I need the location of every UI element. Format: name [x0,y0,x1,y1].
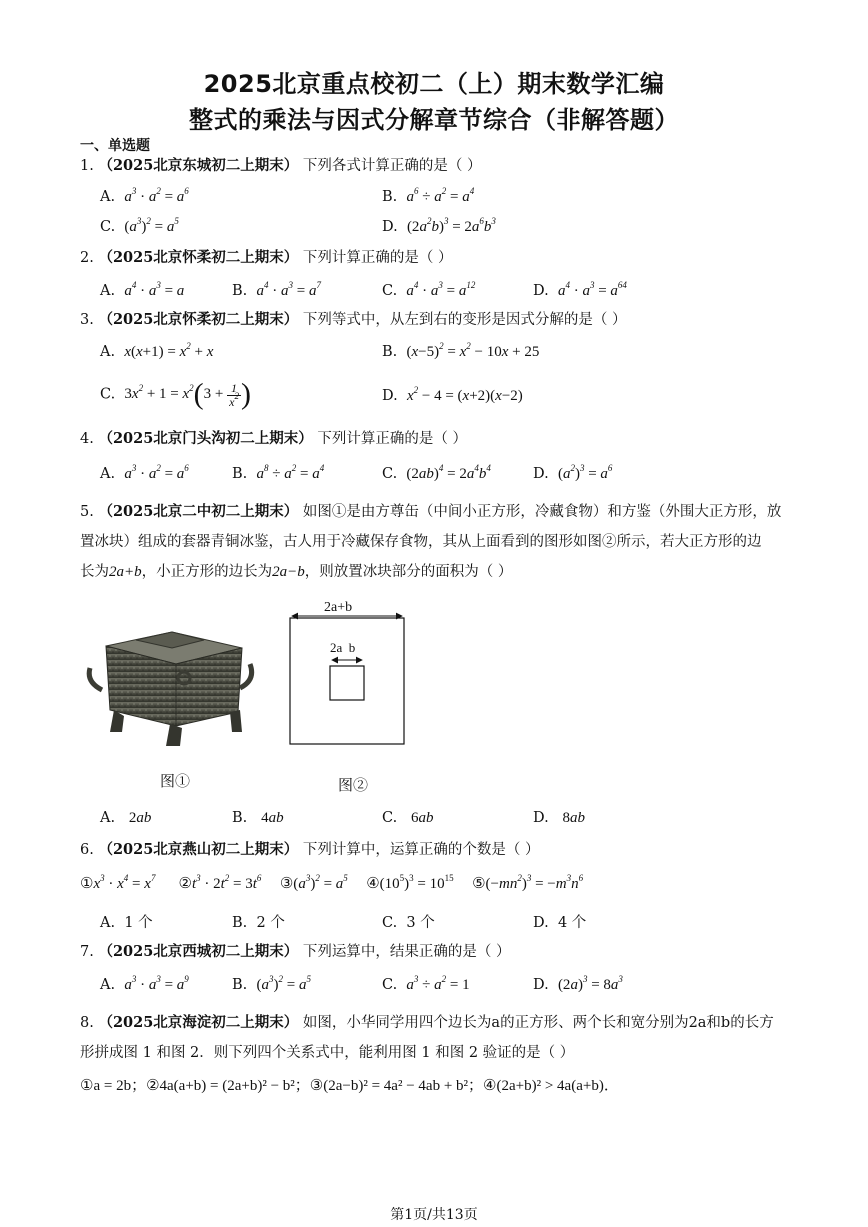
question-stem: 下列计算正确的是（ ） [302,250,453,266]
question-number: 4. [80,431,94,447]
option-7-b[interactable]: B. $(a^3)^2 = a^5$ [232,974,311,993]
page-number: 第1页/共13页 [390,1207,478,1223]
question-source: （2025北京怀柔初二上期末） [98,249,299,266]
option-4-c[interactable]: C. $(2ab)^4 = 2a^4b^4$ [382,463,491,482]
question-stem: 下列计算正确的是（ ） [317,431,468,447]
question-source: （2025北京燕山初二上期末） [98,841,299,858]
bronze-ice-chest-image [84,618,256,750]
option-5-c[interactable]: C. 6ab [382,810,434,826]
question-number: 3. [80,312,94,328]
question-1 [80,151,792,181]
option-3-a[interactable]: A. $x(x+1) = x^2 + x$ [100,341,214,360]
section-heading: 一、单选题 [80,138,150,154]
title-line-2: 整式的乘法与因式分解章节综合（非解答题） [189,106,679,134]
outer-square-label: 2a+b [324,600,353,615]
question-stem: 下列计算中，运算正确的个数是（ ） [302,842,540,858]
statement-1: $①x^3 \cdot x^4 = x^7$ [80,873,156,892]
question-6 [80,835,792,865]
question-2 [80,243,792,273]
option-6-b[interactable]: B. 2 个 [232,915,285,931]
statement-2: $②t^3 \cdot 2t^2 = 3t^6$ [178,873,262,892]
figure-2-caption: 图② [338,776,369,794]
question-stem: 下列各式计算正确的是（ ） [302,158,482,174]
option-4-b[interactable]: B. $a^8 \div a^2 = a^4$ [232,463,325,482]
question-source: （2025北京西城初二上期末） [98,943,299,960]
question-number: 6. [80,842,94,858]
option-6-d[interactable]: D. 4 个 [533,915,587,931]
option-7-a[interactable]: A. $a^3 \cdot a^3 = a^9$ [100,974,189,993]
question-number: 5. [80,504,94,520]
question-5-line2: 置冰块）组成的套器青铜冰鉴，古人用于冷藏保存食物，其从上面看到的图形如图②所示，若大正方形的边 [80,534,762,550]
question-stem: 下列运算中，结果正确的是（ ） [302,944,511,960]
question-number: 8. [80,1015,94,1031]
question-source: （2025北京怀柔初二上期末） [98,311,299,328]
square-diagram [284,596,412,748]
option-3-d[interactable]: D. $x^2 - 4 = (x+2)(x-2)$ [382,385,523,404]
option-7-c[interactable]: C. $a^3 \div a^2 = 1$ [382,974,470,993]
statement-list [80,874,583,893]
inner-square-label: 2a b [330,640,356,655]
option-5-d[interactable]: D. 8ab [533,810,586,826]
question-number: 2. [80,250,94,266]
option-4-a[interactable]: A. $a^3 \cdot a^2 = a^6$ [100,463,189,482]
question-source: （2025北京二中初二上期末） [98,503,299,520]
option-1-a[interactable]: A. $a^3 \cdot a^2 = a^6$ [100,186,189,205]
option-6-c[interactable]: C. 3 个 [382,915,435,931]
option-3-c[interactable]: C. $3x^2 + 1 = x^2(3$ + $\frac{1}{x^2}$ ) [100,378,251,411]
statement-4: $④(10^5)^3 = 10^{15}$ [366,873,454,892]
figure-1-caption: 图① [160,772,191,790]
question-7 [80,937,792,967]
option-2-c[interactable]: C. $a^4 \cdot a^3 = a^{12}$ [382,280,476,299]
option-2-d[interactable]: D. $a^4 \cdot a^3 = a^{64}$ [533,280,627,299]
statement-5: $⑤(-mn^2)^3 = -m^3n^6$ [472,873,584,892]
question-source: （2025北京门头沟初二上期末） [98,430,313,447]
option-5-b[interactable]: B. 4ab [232,810,284,826]
question-stem-line1: 如图①是由方尊缶（中间小正方形，冷藏食物）和方鉴（外围大正方形，放 [302,504,782,520]
option-3-b[interactable]: B. $(x-5)^2 = x^2 - 10x + 25$ [382,341,540,360]
option-2-b[interactable]: B. $a^4 \cdot a^3 = a^7$ [232,280,321,299]
question-5-line3: 长为2a+b，小正方形的边长为2a−b，则放置冰块部分的面积为（ ） [80,564,513,580]
title-line-1: 2025北京重点校初二（上）期末数学汇编 [203,70,665,98]
outer-square [290,618,404,744]
option-1-c[interactable]: C. $(a^3)^2 = a^5$ [100,216,179,235]
question-source: （2025北京东城初二上期末） [98,157,299,174]
option-6-a[interactable]: A. 1 个 [100,915,153,931]
question-4 [80,424,792,454]
question-source: （2025北京海淀初二上期末） [98,1014,299,1031]
question-number: 7. [80,944,94,960]
option-1-d[interactable]: D. $(2a^2b)^3 = 2a^6b^3$ [382,216,496,235]
question-stem: 下列等式中，从左到右的变形是因式分解的是（ ） [302,312,627,328]
statement-3: $③(a^3)^2 = a^5$ [279,873,348,892]
option-5-a[interactable]: A. 2ab [100,810,152,826]
question-3 [80,305,792,335]
option-4-d[interactable]: D. $(a^2)^3 = a^6$ [533,463,613,482]
option-2-a[interactable]: A. $a^4 \cdot a^3 = a$ [100,280,185,299]
option-7-d[interactable]: D. $(2a)^3 = 8a^3$ [533,974,623,993]
question-8-line2: 形拼成图 1 和图 2．则下列四个关系式中，能利用图 1 和图 2 验证的是（ ） [80,1045,575,1061]
question-8 [80,1008,792,1038]
question-stem-line1: 如图，小华同学用四个边长为a的正方形、两个长和宽分别为2a和b的长方 [302,1015,774,1031]
inner-square [330,666,364,700]
question-number: 1. [80,158,94,174]
relations-list: ①a = 2b；②4a(a+b) = (2a+b)² − b²；③(2a−b)² = 4a² − 4ab + b²；④(2a+b)² > 4a(a+b)． [80,1078,619,1094]
option-1-b[interactable]: B. $a^6 \div a^2 = a^4$ [382,186,475,205]
question-5 [80,497,792,527]
